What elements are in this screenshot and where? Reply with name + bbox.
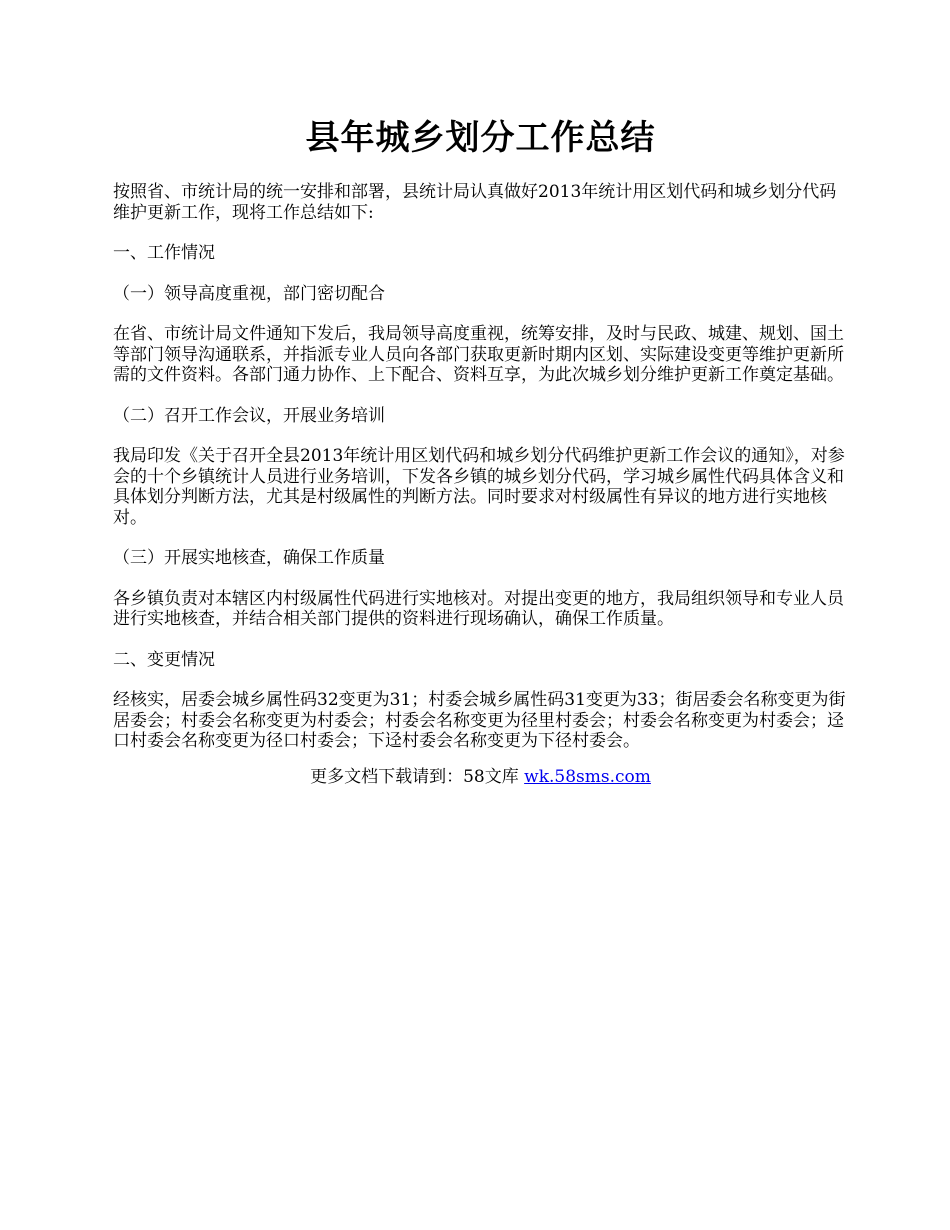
subsection-1-body: 在省、市统计局文件通知下发后，我局领导高度重视，统筹安排，及时与民政、城建、规划、国土等部门领导沟通联系，并指派专业人员向各部门获取更新时期内区划、实际建设变更等维护更新所需的文件资料。各部门通力协作、上下配合、资料互享，为此次城乡划分维护更新工作奠定基础。	[113, 324, 844, 385]
subsection-2-body: 我局印发《关于召开全县2013年统计用区划代码和城乡划分代码维护更新工作会议的通知》，对参会的十个乡镇统计人员进行业务培训，下发各乡镇的城乡划分代码，学习城乡属性代码具体含义和具体划分判断方法，尤其是村级属性的判断方法。同时要求对村级属性有异议的地方进行实地核对。	[113, 446, 845, 528]
document-title: 县年城乡划分工作总结	[305, 118, 656, 158]
subsection-3-body: 各乡镇负责对本辖区内村级属性代码进行实地核对。对提出变更的地方，我局组织领导和专业人员进行实地核查，并结合相关部门提供的资料进行现场确认，确保工作质量。	[113, 588, 844, 629]
document-page	[113, 112, 848, 788]
footer-prefix: 更多文档下载请到：58文库	[310, 766, 525, 787]
subsection-3-heading: （三）开展实地核查，确保工作质量	[113, 548, 385, 568]
section-2-heading: 二、变更情况	[113, 649, 215, 670]
section-2-body: 经核实，居委会城乡属性码32变更为31；村委会城乡属性码31变更为33；街居委会名称变更为街居委会；村委会名称变更为村委会；村委会名称变更为径里村委会；村委会名称变更为村委会；迳口村委会名称变更为径口村委会；下迳村委会名称变更为下径村委会。	[113, 690, 846, 751]
footer-link[interactable]: wk.58sms.com	[524, 766, 651, 787]
section-1-heading: 一、工作情况	[113, 243, 215, 263]
footer-download-note	[113, 766, 848, 788]
subsection-1-heading: （一）领导高度重视，部门密切配合	[113, 283, 385, 304]
subsection-2-heading: （二）召开工作会议，开展业务培训	[113, 405, 385, 426]
intro-paragraph: 按照省、市统计局的统一安排和部署，县统计局认真做好2013年统计用区划代码和城乡划分代码维护更新工作，现将工作总结如下:	[113, 182, 837, 223]
